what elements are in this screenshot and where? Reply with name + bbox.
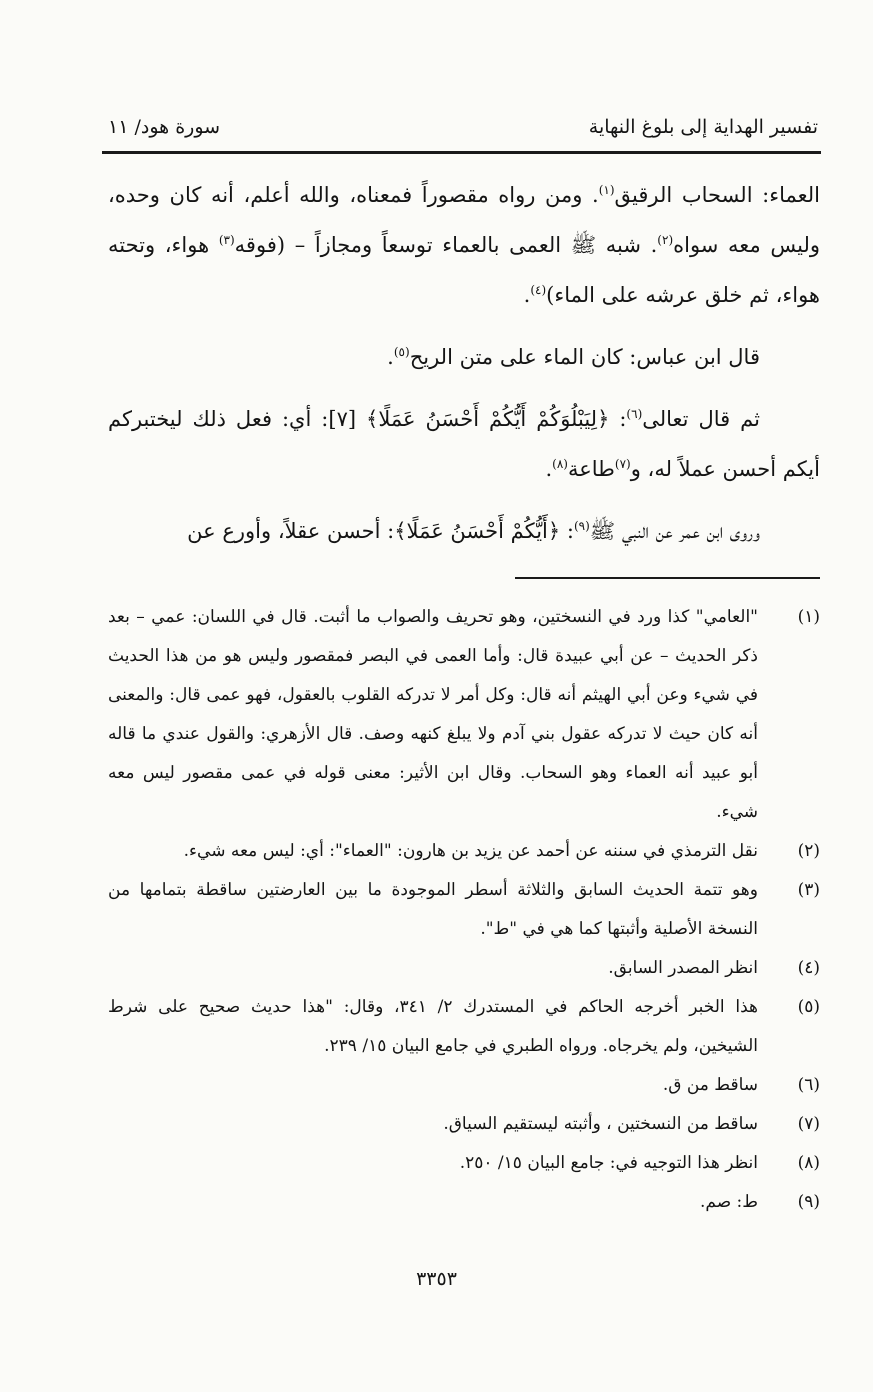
header-rule (102, 151, 821, 154)
footnote-text: ط: صم. (699, 1192, 758, 1212)
paragraph-4 (108, 506, 820, 556)
text-run: قال ابن عباس: كان الماء على متن الريح (409, 345, 760, 369)
footnote-number: (٣) (797, 880, 820, 900)
footnote-ref-6: (٦) (626, 407, 643, 421)
paragraph-1 (108, 170, 820, 320)
paragraph-3 (108, 394, 820, 494)
page-number: ٣٣٥٣ (416, 1268, 457, 1290)
footnote-separator (515, 577, 820, 579)
footnote-text: انظر هذا التوجيه في: جامع البيان ١٥/ ٢٥٠. (459, 1153, 758, 1173)
footnote (108, 988, 820, 1066)
footnote-ref-5: (٥) (393, 345, 410, 359)
footnote-text: انظر المصدر السابق. (608, 958, 758, 978)
footnote (108, 1105, 820, 1144)
footnote-ref-1: (١) (598, 183, 615, 197)
footnote (108, 1183, 820, 1222)
main-text (108, 170, 820, 556)
text-run: . (545, 457, 553, 481)
footnote-ref-2: (٢) (657, 233, 674, 247)
footnote (108, 871, 820, 949)
text-run: ثم قال تعالى (642, 407, 760, 431)
footnote-number: (٨) (797, 1153, 820, 1173)
running-header (108, 112, 818, 148)
text-run: . (523, 283, 531, 307)
footnote-ref-4: (٤) (530, 283, 547, 297)
footnote-text: ساقط من النسختين ، وأثبته ليستقيم السياق. (443, 1114, 758, 1134)
footnote-ref-3: (٣) (218, 233, 235, 247)
footnote-text: نقل الترمذي في سننه عن أحمد عن يزيد بن هارون: "العماء": أي: ليس معه شيء. (183, 841, 758, 861)
footnote (108, 1066, 820, 1105)
footnote-text: وهو تتمة الحديث السابق والثلاثة أسطر الموجودة ما بين العارضتين ساقطة بتمامها من النسخة الأصلية وأثبتها كما هي في "ط". (108, 880, 758, 939)
text-run: طاعة (567, 457, 615, 481)
text-run: العماء: السحاب الرقيق (614, 183, 820, 207)
footnote-number: (٤) (797, 958, 820, 978)
footnote-ref-8: (٨) (552, 457, 568, 471)
text-run: . ومن رواه مقصوراً فمعناه، والله أعلم، أنه كان وحده، وليس معه سواه (108, 183, 820, 257)
footnote (108, 598, 820, 832)
paragraph-2 (108, 332, 820, 382)
footnote-number: (٥) (797, 997, 820, 1017)
text-run: هواء، وتحته هواء، ثم خلق عرشه على الماء) (108, 233, 820, 307)
text-run: : ﴿أَيُّكُمْ أَحْسَنُ عَمَلًا﴾: أحسن عقلاً، وأورع عن (187, 519, 574, 543)
footnote (108, 1144, 820, 1183)
footnote-number: (٢) (797, 841, 820, 861)
footnote-ref-7: (٧) (614, 457, 631, 471)
footnotes (108, 598, 820, 1222)
footnote (108, 832, 820, 871)
text-run: : ﴿لِيَبْلُوَكُمْ أَيُّكُمْ أَحْسَنُ عَمَلًا﴾ [٧]: أي: فعل ذلك ليختبركم أيكم أحسن عملاً له، و (108, 407, 820, 481)
footnote (108, 949, 820, 988)
footnote-text: "العامي" كذا ورد في النسختين، وهو تحريف والصواب ما أثبت. قال في اللسان: عمي – بعد ذكر الحديث – عن أبي عبيدة قال: وأما العمى في البصر فمقصور وليس هو من هذا الحديث في شيء وعن أبي الهيثم أنه قال: وكل أمر لا تدركه القلوب بالعقول، فهو عمى قال: والمعنى أنه كان حيث لا تدركه عقول بني آدم ولا يبلغ كنهه وصف. قال الأزهري: والقول عندي ما قاله أبو عبيد أنه العماء وهو السحاب. وقال ابن الأثير: معنى قوله في عمى مقصور ليس معه شيء. (108, 607, 758, 822)
footnote-ref-9: (٩) (573, 519, 590, 533)
footnote-text: هذا الخبر أخرجه الحاكم في المستدرك ٢/ ٣٤١، وقال: "هذا حديث صحيح على شرط الشيخين، ولم يخرجاه. ورواه الطبري في جامع البيان ١٥/ ٢٣٩. (108, 997, 758, 1056)
footnote-text: ساقط من ق. (662, 1075, 758, 1095)
footnote-number: (٦) (797, 1075, 820, 1095)
footnote-number: (٩) (797, 1192, 820, 1212)
book-title: تفسير الهداية إلى بلوغ النهاية (588, 116, 818, 138)
text-run: . شبه ﷺ العمى بالعماء توسعاً ومجازاً – (فوقه (234, 233, 658, 257)
surah-reference: سورة هود/ ١١ (108, 116, 221, 138)
text-run: وروى ابن عمر عن النبي ﷺ (589, 519, 760, 543)
footnote-number: (١) (797, 607, 820, 627)
text-run: . (387, 345, 394, 369)
footnote-number: (٧) (797, 1114, 820, 1134)
